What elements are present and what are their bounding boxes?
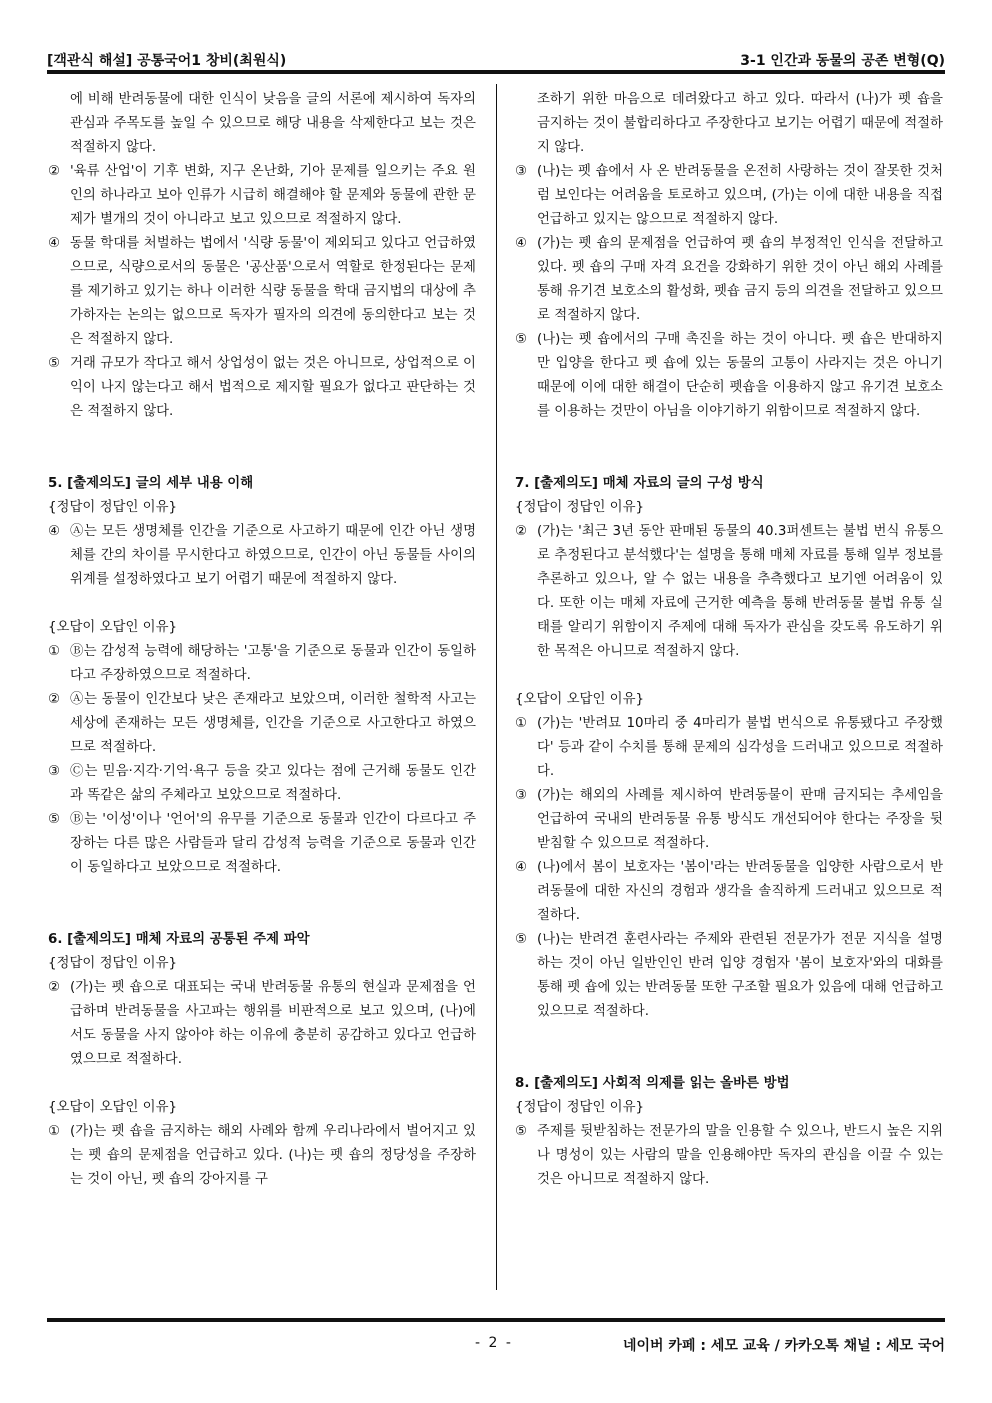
answer-item — [48, 760, 476, 808]
top-rule — [47, 70, 945, 74]
choice-text: (가)는 펫 숍으로 대표되는 국내 반려동물 유통의 현실과 문제점을 언급하며 반려동물을 사고파는 행위를 비판적으로 보고 있으며, (나)에서도 동물을 사지 않아야 하는 이유에 충분히 공감하고 있다고 언급하였으므로 적절하다. — [70, 980, 476, 1067]
section-title-q5: 5. [출제의도] 글의 세부 내용 이해 — [48, 476, 254, 491]
choice-marker: ④ — [515, 860, 528, 875]
answer-item — [48, 352, 476, 424]
right-column — [515, 88, 943, 1192]
answer-item — [48, 640, 476, 688]
correct-reason-label: {정답이 정답인 이유} — [515, 500, 645, 515]
choice-marker: ④ — [515, 236, 528, 251]
section-title-q7: 7. [출제의도] 매체 자료의 글의 구성 방식 — [515, 476, 764, 491]
choice-marker: ① — [515, 716, 528, 731]
answer-item — [515, 160, 943, 232]
choice-text: 거래 규모가 작다고 해서 상업성이 없는 것은 아니므로, 상업적으로 이익이 나지 않는다고 해서 법적으로 제지할 필요가 없다고 판단하는 것은 적절하지 않다. — [70, 356, 476, 419]
choice-marker: ⑤ — [48, 356, 61, 371]
correct-reason-label: {정답이 정답인 이유} — [48, 956, 178, 971]
answer-item — [48, 232, 476, 352]
choice-marker: ② — [48, 980, 61, 995]
choice-text: (가)는 펫 숍을 금지하는 해외 사례와 함께 우리나라에서 벌어지고 있는 펫 숍의 문제점을 언급하고 있다. (나)는 펫 숍의 정당성을 주장하는 것이 아닌, 펫 숍의 강아지를 구 — [70, 1124, 476, 1187]
choice-marker: ④ — [48, 236, 61, 251]
choice-marker: ④ — [48, 524, 61, 539]
choice-text: '육류 산업'이 기후 변화, 지구 온난화, 기아 문제를 일으키는 주요 원인의 하나라고 보아 인류가 시급히 해결해야 할 문제와 동물에 관한 문제가 별개의 것이 아니라고 보고 있으므로 적절하지 않다. — [70, 164, 476, 227]
footer-credit: 네이버 카페 : 세모 교육 / 카카오톡 채널 : 세모 국어 — [622, 1338, 945, 1354]
answer-item — [515, 928, 943, 1024]
choice-marker: ⑤ — [515, 1124, 528, 1139]
answer-item — [515, 1120, 943, 1192]
answer-item — [515, 232, 943, 328]
choice-text: Ⓐ는 모든 생명체를 인간을 기준으로 사고하기 때문에 인간 아닌 생명체를 간의 차이를 무시한다고 하였으므로, 인간이 아닌 동물들 사이의 위계를 설정하였다고 보기 어렵기 때문에 적절하지 않다. — [70, 524, 476, 587]
answer-item — [48, 976, 476, 1072]
choice-text: (나)에서 봄이 보호자는 '봄이'라는 반려동물을 입양한 사람으로서 반려동물에 대한 자신의 경험과 생각을 솔직하게 드러내고 있으므로 적절하다. — [537, 860, 943, 923]
answer-item — [515, 328, 943, 424]
choice-text: (가)는 '반려묘 10마리 중 4마리가 불법 번식으로 유통됐다고 주장했다' 등과 같이 수치를 통해 문제의 심각성을 드러내고 있으므로 적절하다. — [537, 716, 943, 779]
choice-marker: ⑤ — [48, 812, 61, 827]
wrong-reason-label: {오답이 오답인 이유} — [48, 620, 178, 635]
wrong-reason-label: {오답이 오답인 이유} — [48, 1100, 178, 1115]
answer-item — [515, 520, 943, 664]
choice-text: 주제를 뒷받침하는 전문가의 말을 인용할 수 있으나, 반드시 높은 지위나 명성이 있는 사람의 말을 인용해야만 독자의 관심을 이끌 수 있는 것은 아니므로 적절하지 않다. — [537, 1124, 943, 1187]
choice-text: (가)는 해외의 사례를 제시하여 반려동물이 판매 금지되는 추세임을 언급하여 국내의 반려동물 유통 방식도 개선되어야 한다는 주장을 뒷받침할 수 있으므로 적절하다. — [537, 788, 943, 851]
answer-item — [515, 784, 943, 856]
answer-item — [48, 688, 476, 760]
section-title-q6: 6. [출제의도] 매체 자료의 공통된 주제 파악 — [48, 932, 310, 947]
choice-marker: ③ — [48, 764, 61, 779]
answer-item — [515, 712, 943, 784]
choice-text: Ⓑ는 감성적 능력에 해당하는 '고통'을 기준으로 동물과 인간이 동일하다고 주장하였으므로 적절하다. — [70, 644, 476, 683]
correct-reason-label: {정답이 정답인 이유} — [515, 1100, 645, 1115]
choice-marker: ⑤ — [515, 932, 528, 947]
choice-marker: ③ — [515, 164, 528, 179]
choice-text: (나)는 펫 숍에서의 구매 촉진을 하는 것이 아니다. 펫 숍은 반대하지만 입양을 한다고 펫 숍에 있는 동물의 고통이 사라지는 것은 아니기 때문에 이에 대한 해결이 단순히 펫숍을 이용하지 않고 유기견 보호소를 이용하는 것만이 아님을 이야기하기 위함이므로 적절하지 않다. — [537, 332, 943, 419]
choice-text: (가)는 '최근 3년 동안 판매된 동물의 40.3퍼센트는 불법 번식 유통으로 추정된다고 분석했다'는 설명을 통해 매체 자료를 통해 일부 정보를 추론하고 있으나, 알 수 없는 내용을 추측했다고 보기엔 어려움이 있다. 또한 이는 매체 자료에 근거한 예측을 통해 반려동물 불법 유통 실태를 알리기 위함이지 주제에 대해 독자가 관심을 갖도록 유도하기 위한 목적은 아니므로 적절하지 않다. — [537, 524, 943, 659]
section-title-q8: 8. [출제의도] 사회적 의제를 읽는 올바른 방법 — [515, 1076, 790, 1091]
choice-text: (나)는 반려견 훈련사라는 주제와 관련된 전문가가 전문 지식을 설명하는 것이 아닌 일반인인 반려 입양 경험자 '봄이 보호자'와의 대화를 통해 펫 숍에 있는 반려동물 또한 구조할 필요가 있음에 대해 언급하고 있으므로 적절하다. — [537, 932, 943, 1019]
choice-text: Ⓑ는 '이성'이나 '언어'의 유무를 기준으로 동물과 인간이 다르다고 주장하는 다른 많은 사람들과 달리 감성적 능력을 기준으로 동물과 인간이 동일하다고 보았으므로 적절하다. — [70, 812, 476, 875]
choice-marker: ⑤ — [515, 332, 528, 347]
choice-marker: ① — [48, 1124, 61, 1139]
wrong-reason-label: {오답이 오답인 이유} — [515, 692, 645, 707]
choice-text: 동물 학대를 처벌하는 법에서 '식량 동물'이 제외되고 있다고 언급하였으므로, 식량으로서의 동물은 '공산품'으로서 역할로 한정된다는 문제를 제기하고 있기는 하나 이러한 식량 동물을 학대 금지법의 대상에 추가하자는 논의는 없으므로 독자가 필자의 의견에 동의한다고 보는 것은 적절하지 않다. — [70, 236, 476, 347]
page-number: - 2 - — [475, 1335, 513, 1351]
bottom-rule — [47, 1318, 945, 1322]
answer-item — [48, 808, 476, 880]
choice-marker: ② — [515, 524, 528, 539]
left-column — [48, 88, 476, 1192]
answer-item — [48, 520, 476, 592]
choice-marker: ① — [48, 644, 61, 659]
choice-text: Ⓒ는 믿음·지각·기억·욕구 등을 갖고 있다는 점에 근거해 동물도 인간과 똑같은 삶의 주체라고 보았으므로 적절하다. — [70, 764, 476, 803]
correct-reason-label: {정답이 정답인 이유} — [48, 500, 178, 515]
choice-marker: ② — [48, 164, 61, 179]
column-divider — [496, 84, 497, 1290]
choice-text: Ⓐ는 동물이 인간보다 낮은 존재라고 보았으며, 이러한 철학적 사고는 세상에 존재하는 모든 생명체를, 인간을 기준으로 사고한다고 하였으므로 적절하다. — [70, 692, 476, 755]
continued-text: 에 비해 반려동물에 대한 인식이 낮음을 글의 서론에 제시하여 독자의 관심과 주목도를 높일 수 있으므로 해당 내용을 삭제한다고 보는 것은 적절하지 않다. — [70, 92, 476, 155]
answer-item — [48, 160, 476, 232]
answer-item — [515, 856, 943, 928]
header-subject: [객관식 해설] 공통국어1 창비(최원식) — [47, 53, 287, 69]
answer-item — [48, 1120, 476, 1192]
page-header — [47, 44, 945, 70]
header-chapter: 3-1 인간과 동물의 공존 변형(Q) — [740, 53, 945, 69]
choice-marker: ③ — [515, 788, 528, 803]
page-footer — [47, 1335, 945, 1359]
continued-text: 조하기 위한 마음으로 데려왔다고 하고 있다. 따라서 (나)가 펫 숍을 금지하는 것이 불합리하다고 주장한다고 보기는 어렵기 때문에 적절하지 않다. — [537, 92, 943, 155]
choice-text: (가)는 펫 숍의 문제점을 언급하여 펫 숍의 부정적인 인식을 전달하고 있다. 펫 숍의 구매 자격 요건을 강화하기 위한 것이 아닌 해외 사례를 통해 유기견 보호소의 활성화, 펫숍 금지 등의 의견을 전달하고 있으므로 적절하지 않다. — [537, 236, 943, 323]
choice-text: (나)는 펫 숍에서 사 온 반려동물을 온전히 사랑하는 것이 잘못한 것처럼 보인다는 어려움을 토로하고 있으며, (가)는 이에 대한 내용을 직접 언급하고 있지는 않으므로 적절하지 않다. — [537, 164, 943, 227]
choice-marker: ② — [48, 692, 61, 707]
